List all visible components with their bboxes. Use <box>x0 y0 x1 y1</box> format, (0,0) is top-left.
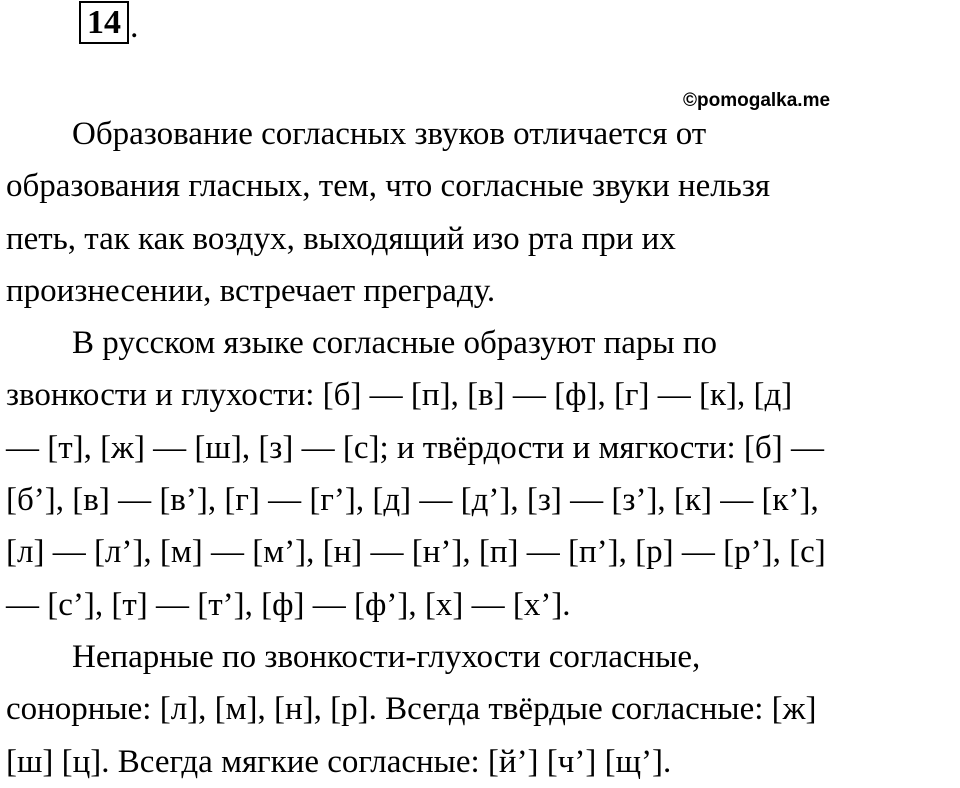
text-line: [б’], [в] — [в’], [г] — [г’], [д] — [д’], [з] — [з’], [к] — [к’], <box>6 482 819 519</box>
text-line: звонкости и глухости: [б] — [п], [в] — [ф], [г] — [к], [д] <box>6 377 793 414</box>
text-line: [ш] [ц]. Всегда мягкие согласные: [й’] [ч’] [щ’]. <box>6 743 672 780</box>
text-line: Образование согласных звуков отличается от <box>72 116 707 152</box>
task-number-dot: . <box>130 8 139 45</box>
text-line: Непарные по звонкости-глухости согласные, <box>72 638 701 675</box>
task-number <box>79 2 139 44</box>
paragraph-2 <box>6 317 954 631</box>
text-line: произнесении, встречает преграду. <box>6 272 496 309</box>
text-line: — [т], [ж] — [ш], [з] — [с]; и твёрдости и мягкости: [б] — <box>6 429 824 466</box>
watermark: ©pomogalka.me <box>683 90 831 111</box>
text-line: образования гласных, тем, что согласные звуки нельзя <box>6 168 771 205</box>
text-line: В русском языке согласные образуют пары по <box>72 325 718 362</box>
text-line: — [с’], [т] — [т’], [ф] — [ф’], [х] — [х’]. <box>6 586 571 623</box>
text-line: сонорные: [л], [м], [н], [р]. Всегда твёрдые согласные: [ж] <box>6 691 817 728</box>
text-line: петь, так как воздух, выходящий изо рта при их <box>6 220 676 257</box>
paragraph-3 <box>6 631 954 788</box>
answer-text <box>6 108 954 788</box>
paragraph-1 <box>6 108 954 317</box>
task-number-box: 14 <box>79 1 129 44</box>
text-line: [л] — [л’], [м] — [м’], [н] — [н’], [п] — [п’], [р] — [р’], [с] <box>6 534 826 571</box>
